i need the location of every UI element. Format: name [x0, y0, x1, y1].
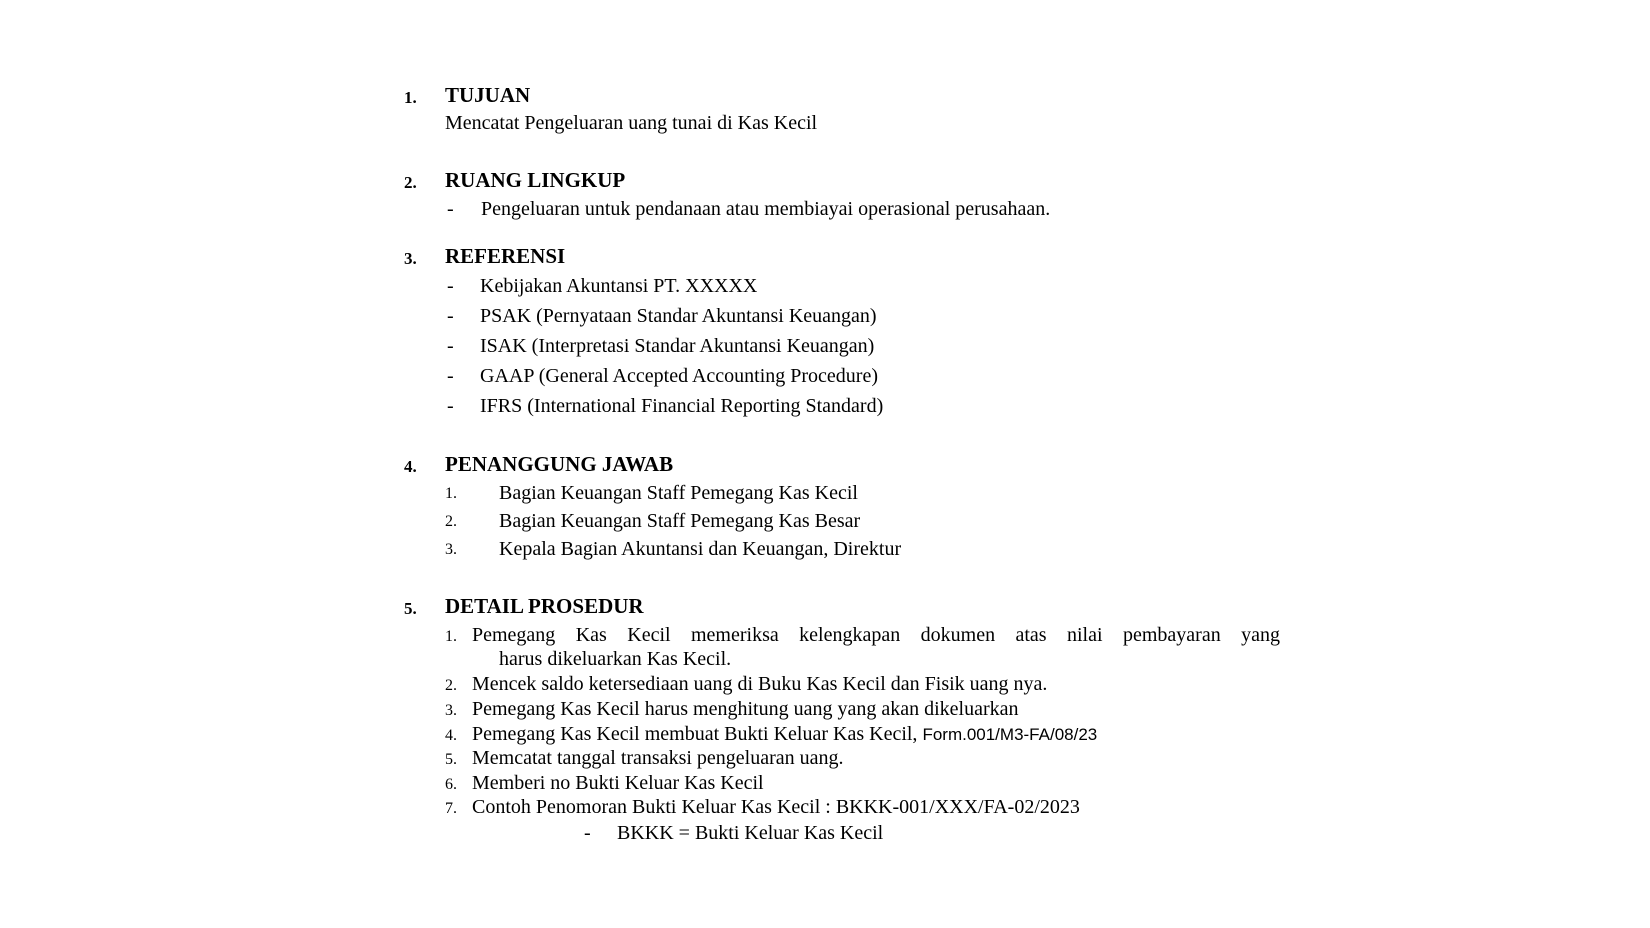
list-item [472, 724, 1097, 744]
list-bullet: - [447, 395, 454, 417]
list-item: ISAK (Interpretasi Standar Akuntansi Keuangan) [480, 335, 875, 357]
section-number: 3. [404, 249, 417, 268]
list-bullet: - [447, 198, 454, 220]
list-item: Memberi no Bukti Keluar Kas Kecil [472, 772, 764, 794]
section-title: TUJUAN [445, 83, 531, 107]
list-item: Kepala Bagian Akuntansi dan Keuangan, Direktur [499, 538, 902, 560]
list-number: 7. [445, 800, 457, 817]
list-item: Pengeluaran untuk pendanaan atau membiayai operasional perusahaan. [481, 198, 1051, 220]
list-item: Contoh Penomoran Bukti Keluar Kas Kecil : BKKK-001/XXX/FA-02/2023 [472, 796, 1080, 818]
list-item: PSAK (Pernyataan Standar Akuntansi Keuangan) [480, 305, 877, 327]
list-bullet: - [447, 305, 454, 327]
list-item: Mencek saldo ketersediaan uang di Buku Kas Kecil dan Fisik uang nya. [472, 673, 1048, 695]
section-title: PENANGGUNG JAWAB [445, 452, 674, 476]
list-number: 2. [445, 677, 457, 694]
list-bullet: - [447, 335, 454, 357]
list-bullet: - [447, 365, 454, 387]
list-number: 5. [445, 751, 457, 768]
list-item: Pemegang Kas Kecil harus menghitung uang yang akan dikeluarkan [472, 698, 1019, 720]
list-item: Bagian Keuangan Staff Pemegang Kas Besar [499, 510, 861, 532]
list-number: 6. [445, 776, 457, 793]
list-number: 1. [445, 485, 457, 502]
list-bullet: - [447, 275, 454, 297]
list-item: Kebijakan Akuntansi PT. XXXXX [480, 275, 758, 297]
list-item: BKKK = Bukti Keluar Kas Kecil [617, 822, 884, 844]
list-number: 2. [445, 513, 457, 530]
section-text: Mencatat Pengeluaran uang tunai di Kas Kecil [445, 112, 818, 134]
list-number: 3. [445, 541, 457, 558]
form-code: Form.001/M3-FA/08/23 [922, 725, 1098, 744]
list-number: 4. [445, 727, 457, 744]
list-item-continuation: harus dikeluarkan Kas Kecil. [499, 648, 732, 670]
list-item: IFRS (International Financial Reporting Standard) [480, 395, 884, 417]
section-title: REFERENSI [445, 244, 566, 268]
list-number: 3. [445, 702, 457, 719]
list-number: 1. [445, 628, 457, 645]
list-item-text: Pemegang Kas Kecil membuat Bukti Keluar Kas Kecil, [472, 723, 918, 745]
list-item: Bagian Keuangan Staff Pemegang Kas Kecil [499, 482, 858, 504]
section-number: 4. [404, 457, 417, 476]
section-number: 5. [404, 599, 417, 618]
section-number: 1. [404, 88, 417, 107]
list-item: Memcatat tanggal transaksi pengeluaran uang. [472, 747, 844, 769]
section-title: DETAIL PROSEDUR [445, 594, 644, 618]
list-item: Pemegang Kas Kecil memeriksa kelengkapan dokumen atas nilai pembayaran yang [472, 624, 1280, 646]
list-bullet: - [584, 822, 591, 844]
section-number: 2. [404, 173, 417, 192]
section-title: RUANG LINGKUP [445, 168, 626, 192]
list-item: GAAP (General Accepted Accounting Procedure) [480, 365, 879, 387]
